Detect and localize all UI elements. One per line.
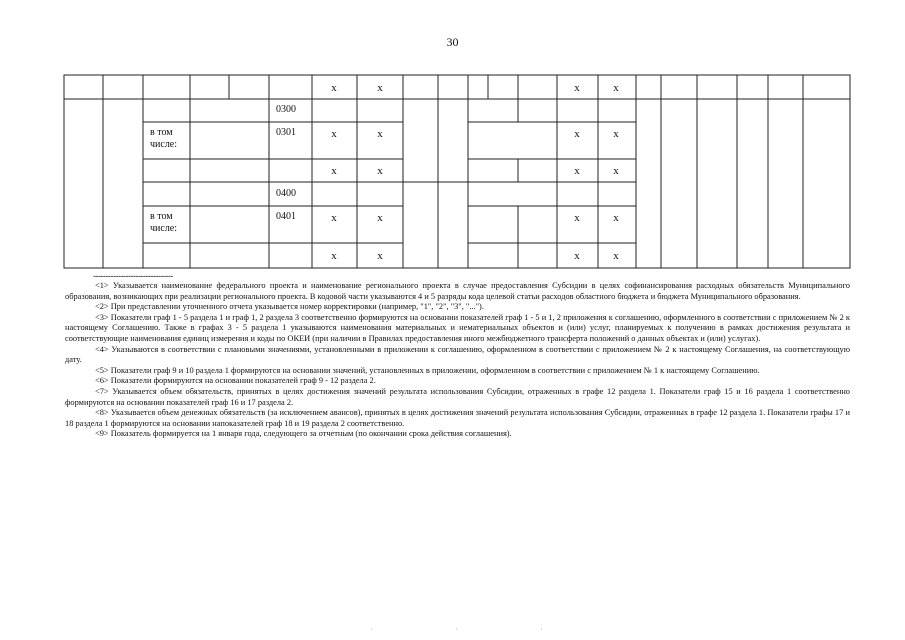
row-code-0300: 0300 [276, 104, 296, 115]
row-code-0301: 0301 [276, 127, 296, 138]
cell-mark: x [574, 212, 580, 224]
cell-mark: x [613, 165, 619, 177]
cell-mark: x [613, 82, 619, 94]
cell-mark: x [574, 82, 580, 94]
scan-artifact: · [540, 625, 543, 634]
cell-mark: x [613, 250, 619, 262]
footnote-1: <1> Указывается наименование федерального проекта и наименование регионального проекта в случае предоставления Субсидии в целях софинансирования расходных обязательств Муниципального образования, возникающих при реализации регионального проекта. В кодовой части указываются 4 и 5 разряды кода целевой статьи расходов областного бюджета и бюджета Муниципального образования. [65, 281, 850, 301]
footnote-6: <6> Показатели формируются на основании показателей граф 9 - 12 раздела 2. [95, 376, 376, 386]
footnote-7: <7> Указывается объем обязательств, принятых в целях достижения значений результата использования Субсидии, отраженных в графе 12 раздела 1. Показатели граф 15 и 16 раздела 1 соответственно формируются на основании показателей граф 16 и 17 раздела 2. [65, 386, 850, 407]
footnote-divider: -------------------------------- [93, 271, 173, 281]
in-that-number-label: в том числе: [150, 127, 178, 150]
cell-mark: x [331, 165, 337, 177]
footnote-4: <4> Указываются в соответствии с плановыми значениями, установленными в приложении к соглашению, оформленном в соответствии с приложением № 2 к настоящему Соглашения, на соответствующую дату. [65, 344, 850, 365]
cell-mark: x [377, 212, 383, 224]
row-code-0401: 0401 [276, 211, 296, 222]
cell-mark: x [574, 250, 580, 262]
cell-mark: x [613, 128, 619, 140]
cell-mark: x [331, 250, 337, 262]
footnote-3: <3> Показатели граф 1 - 5 раздела 1 и граф 1, 2 раздела 3 соответственно формируются на основании показателей граф 1 - 5 и 1, 2 приложения к соглашению, оформленного в соответствии с приложением № 2 к настоящему Соглашению. Также в графах 3 - 5 раздела 1 указываются наименования материальных и нематериальных объектов и (или) услуг, планируемых к получению в рамках достижения результата и соответствующие наименования единиц измерения и коды по ОКЕИ (при наличии в Правилах предоставления иного межбюджетного трансферта положений о данных объектах и (или) услугах). [65, 312, 850, 343]
footnote-2: <2> При представлении уточненного отчета указывается номер корректировки (например, "1", "2", "3", "..."). [95, 302, 484, 312]
page-number: 30 [446, 35, 459, 49]
cell-mark: x [613, 212, 619, 224]
footnote-5: <5> Показатели граф 9 и 10 раздела 1 формируются на основании значений, установленных в приложении, оформленном в соответствии с приложением № 1 к настоящему Соглашению. [95, 365, 760, 375]
cell-mark: x [377, 250, 383, 262]
cell-mark: x [574, 165, 580, 177]
cell-mark: x [331, 128, 337, 140]
cell-mark: x [377, 165, 383, 177]
cell-mark: x [574, 128, 580, 140]
row-code-0400: 0400 [276, 188, 296, 199]
footnote-9: <9> Показатель формируется на 1 января года, следующего за отчетным (по окончании срока действия соглашения). [95, 429, 512, 439]
cell-mark: x [331, 212, 337, 224]
scan-artifact: · [455, 625, 458, 634]
footnotes [65, 281, 850, 440]
footnote-8: <8> Указывается объем денежных обязательств (за исключением авансов), принятых в целях достижения значений результата использования Субсидии, отраженных в графе 12 раздела 1. Показатели графы 17 и 18 раздела 1 формируются на основании напоказателей граф 18 и 19 раздела 2 соответственно. [65, 408, 850, 428]
cell-mark: x [377, 82, 383, 94]
cell-mark: x [331, 82, 337, 94]
cell-mark: x [377, 128, 383, 140]
in-that-number-label: в том числе: [150, 211, 178, 234]
scan-artifact: · [370, 625, 373, 634]
